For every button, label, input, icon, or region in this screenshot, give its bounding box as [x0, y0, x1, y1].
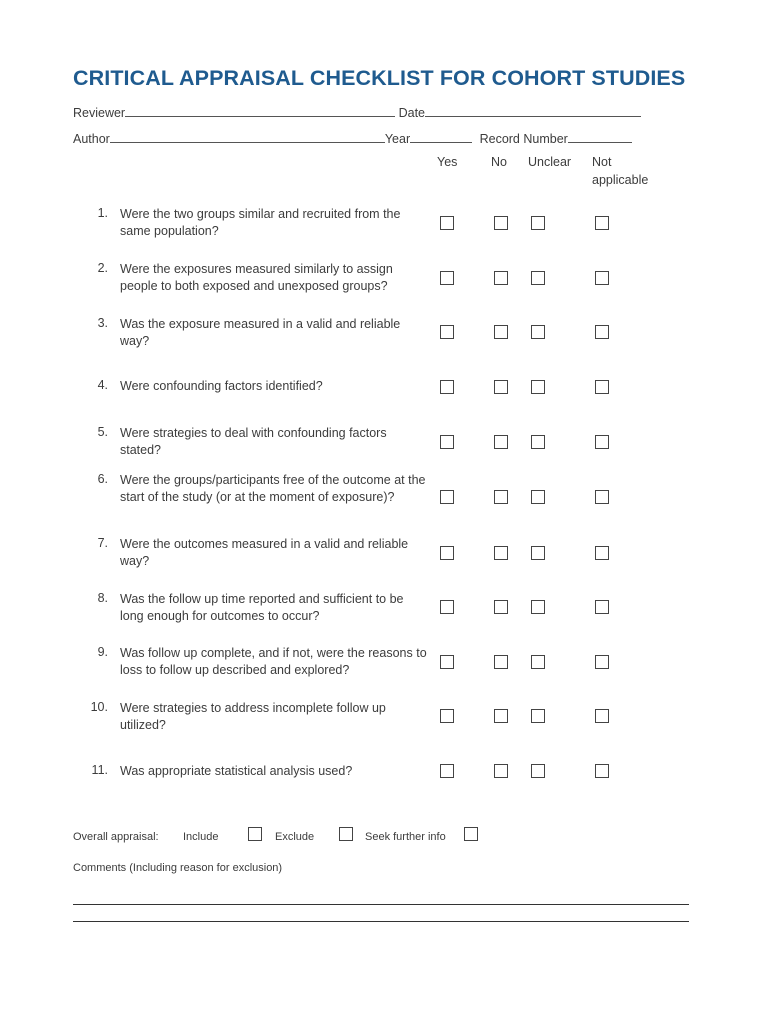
col-header-no: No: [491, 155, 507, 169]
question-text: Were strategies to deal with confounding factors stated?: [120, 426, 387, 457]
checkbox-no[interactable]: [494, 271, 508, 285]
checkbox-not-applicable[interactable]: [595, 271, 609, 285]
checkbox-unclear[interactable]: [531, 764, 545, 778]
question-number: 10.: [90, 700, 108, 714]
checkbox-no[interactable]: [494, 709, 508, 723]
year-field[interactable]: [410, 131, 472, 143]
checkbox-yes[interactable]: [440, 435, 454, 449]
checkbox-include[interactable]: [248, 827, 262, 841]
checkbox-unclear[interactable]: [531, 216, 545, 230]
checkbox-no[interactable]: [494, 380, 508, 394]
checkbox-no[interactable]: [494, 325, 508, 339]
page-title: CRITICAL APPRAISAL CHECKLIST FOR COHORT STUDIES: [73, 66, 686, 90]
checkbox-no[interactable]: [494, 546, 508, 560]
checkbox-not-applicable[interactable]: [595, 764, 609, 778]
checkbox-yes[interactable]: [440, 271, 454, 285]
question-number: 7.: [97, 536, 108, 550]
record-number-field[interactable]: [568, 131, 632, 143]
col-header-not-applicable: [592, 153, 648, 189]
checkbox-yes[interactable]: [440, 764, 454, 778]
author-label: Author: [73, 132, 110, 146]
checkbox-unclear[interactable]: [531, 655, 545, 669]
checkbox-yes[interactable]: [440, 325, 454, 339]
checkbox-yes[interactable]: [440, 655, 454, 669]
checkbox-yes[interactable]: [440, 600, 454, 614]
checkbox-yes[interactable]: [440, 380, 454, 394]
checkbox-no[interactable]: [494, 655, 508, 669]
checkbox-seek-further-info[interactable]: [464, 827, 478, 841]
checkbox-not-applicable[interactable]: [595, 546, 609, 560]
checkbox-no[interactable]: [494, 216, 508, 230]
exclude-label: Exclude: [275, 831, 315, 843]
question-number: 8.: [97, 591, 108, 605]
checkbox-unclear[interactable]: [531, 709, 545, 723]
question-text: Was the exposure measured in a valid and reliable way?: [120, 317, 401, 348]
question-number: 2.: [97, 261, 108, 275]
question-text: Was the follow up time reported and sufficient to be long enough for outcomes to occur?: [120, 592, 404, 623]
checkbox-unclear[interactable]: [531, 380, 545, 394]
comments-line-1[interactable]: [73, 904, 689, 905]
checkbox-unclear[interactable]: [531, 435, 545, 449]
checkbox-unclear[interactable]: [531, 600, 545, 614]
question-text: Were strategies to address incomplete follow up utilized?: [120, 701, 386, 732]
checkbox-no[interactable]: [494, 764, 508, 778]
checkbox-not-applicable[interactable]: [595, 435, 609, 449]
include-label: Include: [183, 831, 219, 843]
comments-label: Comments (Including reason for exclusion): [73, 862, 283, 874]
not-applicable-line1: Not: [592, 155, 612, 169]
checkbox-not-applicable[interactable]: [595, 380, 609, 394]
date-label: Date: [398, 106, 425, 120]
question-number: 1.: [97, 206, 108, 220]
record-number-label: Record Number: [479, 132, 568, 146]
checkbox-no[interactable]: [494, 600, 508, 614]
checkbox-unclear[interactable]: [531, 271, 545, 285]
question-text: Was appropriate statistical analysis used?: [120, 764, 353, 778]
checkbox-not-applicable[interactable]: [595, 600, 609, 614]
question-text: Was follow up complete, and if not, were the reasons to loss to follow up described and explored?: [120, 646, 427, 677]
checkbox-not-applicable[interactable]: [595, 709, 609, 723]
checkbox-exclude[interactable]: [339, 827, 353, 841]
question-text: Were the exposures measured similarly to assign people to both exposed and unexposed groups?: [120, 262, 393, 293]
question-text: Were confounding factors identified?: [120, 379, 323, 393]
checkbox-yes[interactable]: [440, 490, 454, 504]
question-number: 5.: [97, 425, 108, 439]
question-text: Were the outcomes measured in a valid and reliable way?: [120, 537, 409, 568]
col-header-unclear: Unclear: [528, 155, 572, 169]
author-field[interactable]: [110, 131, 385, 143]
checkbox-not-applicable[interactable]: [595, 490, 609, 504]
question-number: 4.: [97, 378, 108, 392]
reviewer-label: Reviewer: [73, 106, 126, 120]
year-label: Year: [384, 132, 411, 146]
checkbox-unclear[interactable]: [531, 546, 545, 560]
checkbox-no[interactable]: [494, 435, 508, 449]
date-field[interactable]: [425, 105, 641, 117]
comments-line-2[interactable]: [73, 921, 689, 922]
checkbox-yes[interactable]: [440, 216, 454, 230]
checkbox-yes[interactable]: [440, 709, 454, 723]
question-number: 9.: [97, 645, 108, 659]
question-text: Were the groups/participants free of the outcome at the start of the study (or at the moment of exposure)?: [120, 473, 426, 504]
col-header-yes: Yes: [437, 155, 458, 169]
checkbox-unclear[interactable]: [531, 490, 545, 504]
question-number: 6.: [97, 472, 108, 486]
checkbox-yes[interactable]: [440, 546, 454, 560]
not-applicable-line2: applicable: [592, 173, 649, 187]
overall-appraisal-label: Overall appraisal:: [73, 831, 159, 843]
checkbox-not-applicable[interactable]: [595, 655, 609, 669]
question-number: 3.: [97, 316, 108, 330]
checkbox-unclear[interactable]: [531, 325, 545, 339]
checkbox-not-applicable[interactable]: [595, 325, 609, 339]
checkbox-not-applicable[interactable]: [595, 216, 609, 230]
question-text: Were the two groups similar and recruited from the same population?: [120, 207, 401, 238]
reviewer-line: [73, 105, 641, 120]
author-line: [73, 131, 632, 146]
checkbox-no[interactable]: [494, 490, 508, 504]
reviewer-field[interactable]: [125, 105, 395, 117]
seek-further-info-label: Seek further info: [365, 831, 446, 843]
question-number: 11.: [91, 763, 108, 777]
